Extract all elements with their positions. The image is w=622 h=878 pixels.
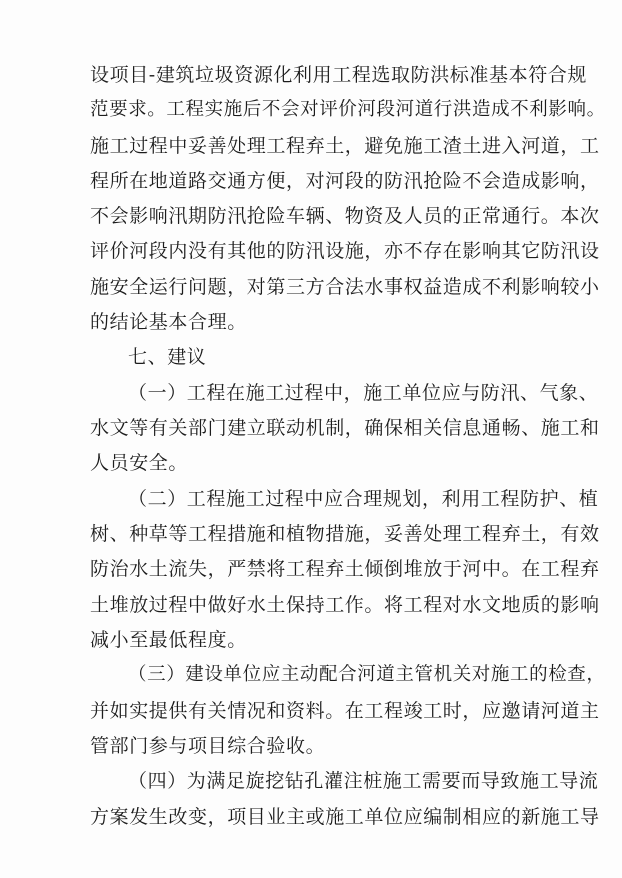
body-text-line: 管部门参与项目综合验收。: [90, 735, 326, 757]
body-text-line: 水文等有关部门建立联动机制，确保相关信息通畅、施工和: [90, 417, 600, 439]
paragraph-first-line: （二）工程施工过程中应合理规划，利用工程防护、植: [128, 488, 599, 510]
body-text-line: 程所在地道路交通方便，对河段的防汛抢险不会造成影响，: [90, 170, 600, 192]
body-text-line: 范要求。工程实施后不会对评价河段河道行洪造成不利影响。: [90, 99, 606, 120]
section-heading: 七、建议: [128, 346, 207, 368]
body-text-line: 不会影响汛期防汛抢险车辆、物资及人员的正常通行。本次: [90, 205, 600, 227]
body-text-line: 评价河段内没有其他的防汛设施，亦不存在影响其它防汛设: [90, 240, 600, 262]
body-text-line: 的结论基本合理。: [90, 311, 247, 333]
body-text-line: 施安全运行问题，对第三方合法水事权益造成不利影响较小: [90, 276, 600, 298]
body-text-line: 防治水土流失，严禁将工程弃土倾倒堆放于河中。在工程弃: [90, 558, 600, 580]
body-text-line: 施工过程中妥善处理工程弃土，避免施工渣土进入河道，工: [90, 135, 600, 157]
paragraph-first-line: （一）工程在施工过程中，施工单位应与防汛、气象、: [128, 382, 599, 404]
body-text-line: 人员安全。: [90, 452, 189, 474]
paragraph-first-line: （四）为满足旋挖钻孔灌注桩施工需要而导致施工导流: [128, 770, 599, 792]
body-text-line: 树、种草等工程措施和植物措施，妥善处理工程弃土，有效: [90, 523, 600, 545]
body-text-line: 减小至最低程度。: [90, 629, 247, 651]
body-text-line: 方案发生改变，项目业主或施工单位应编制相应的新施工导: [90, 806, 600, 828]
body-text-line: 并如实提供有关情况和资料。在工程竣工时，应邀请河道主: [90, 700, 600, 722]
paragraph-first-line: （三）建设单位应主动配合河道主管机关对施工的检查，: [128, 664, 606, 685]
body-text-line: 设项目-建筑垃圾资源化利用工程选取防洪标准基本符合规: [90, 64, 588, 86]
body-text-line: 土堆放过程中做好水土保持工作。将工程对水文地质的影响: [90, 594, 600, 616]
